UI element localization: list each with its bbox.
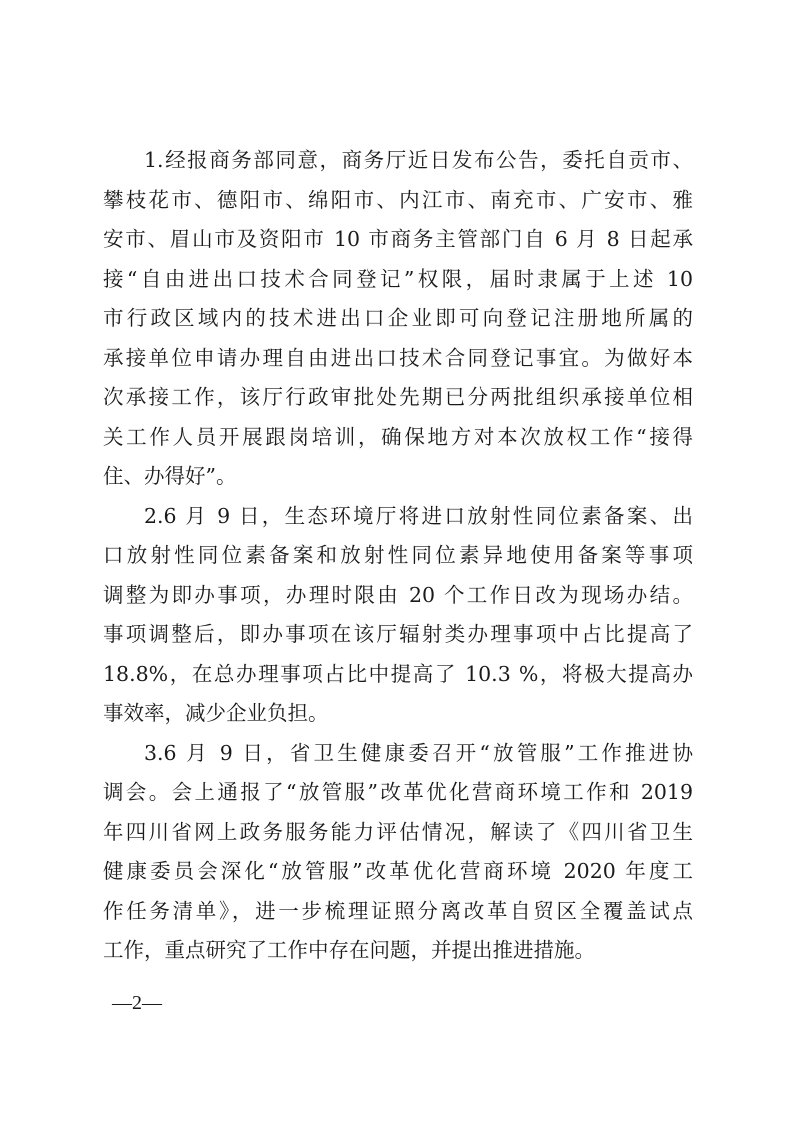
paragraph-3 <box>103 734 693 971</box>
text-line: 承接单位申请办理自由进出口技术合同登记事宜。为做好本 <box>103 345 693 370</box>
text-line: 1.经报商务部同意，商务厅近日发布公告，委托自贡市、 <box>144 148 693 172</box>
text-line: 安市、眉山市及资阳市 10 市商务主管部门自 6 月 8 日起承 <box>103 227 693 251</box>
text-line: 关工作人员开展跟岗培训，确保地方对本次放权工作“接得 <box>103 424 693 449</box>
text-line: 事项调整后，即办事项在该厅辐射类办理事项中占比提高了 <box>103 622 693 646</box>
text-line: 2.6 月 9 日，生态环境厅将进口放射性同位素备案、出 <box>144 503 693 528</box>
paragraph-1 <box>103 141 693 497</box>
text-line: 市行政区域内的技术进出口企业即可向登记注册地所属的 <box>103 306 693 330</box>
text-line: 接“自由进出口技术合同登记”权限，届时隶属于上述 10 <box>103 266 693 291</box>
text-line: 健康委员会深化“放管服”改革优化营商环境 2020 年度工 <box>103 859 693 883</box>
text-line: 年四川省网上政务服务能力评估情况，解读了《四川省卫生 <box>103 819 693 844</box>
text-line: 18.8%，在总办理事项占比中提高了 10.3 %，将极大提高办 <box>103 661 693 686</box>
text-line: 调整为即办事项，办理时限由 20 个工作日改为现场办结。 <box>103 582 693 607</box>
paragraph-2 <box>103 497 693 734</box>
text-line: 攀枝花市、德阳市、绵阳市、内江市、南充市、广安市、雅 <box>103 187 693 212</box>
text-line: 住、办得好”。 <box>103 464 237 488</box>
text-line: 3.6 月 9 日，省卫生健康委召开“放管服”工作推进协 <box>144 740 693 765</box>
text-line: 工作，重点研究了工作中存在问题，并提出推进措施。 <box>103 938 595 962</box>
text-line: 作任务清单》，进一步梳理证照分离改革自贸区全覆盖试点 <box>103 898 693 923</box>
document-body <box>103 141 693 971</box>
page-number: —2— <box>112 992 162 1014</box>
text-line: 次承接工作，该厅行政审批处先期已分两批组织承接单位相 <box>103 385 693 409</box>
text-line: 事效率，减少企业负担。 <box>103 701 329 725</box>
text-line: 口放射性同位素备案和放射性同位素异地使用备案等事项 <box>103 543 693 567</box>
text-line: 调会。会上通报了“放管服”改革优化营商环境工作和 2019 <box>103 780 693 804</box>
